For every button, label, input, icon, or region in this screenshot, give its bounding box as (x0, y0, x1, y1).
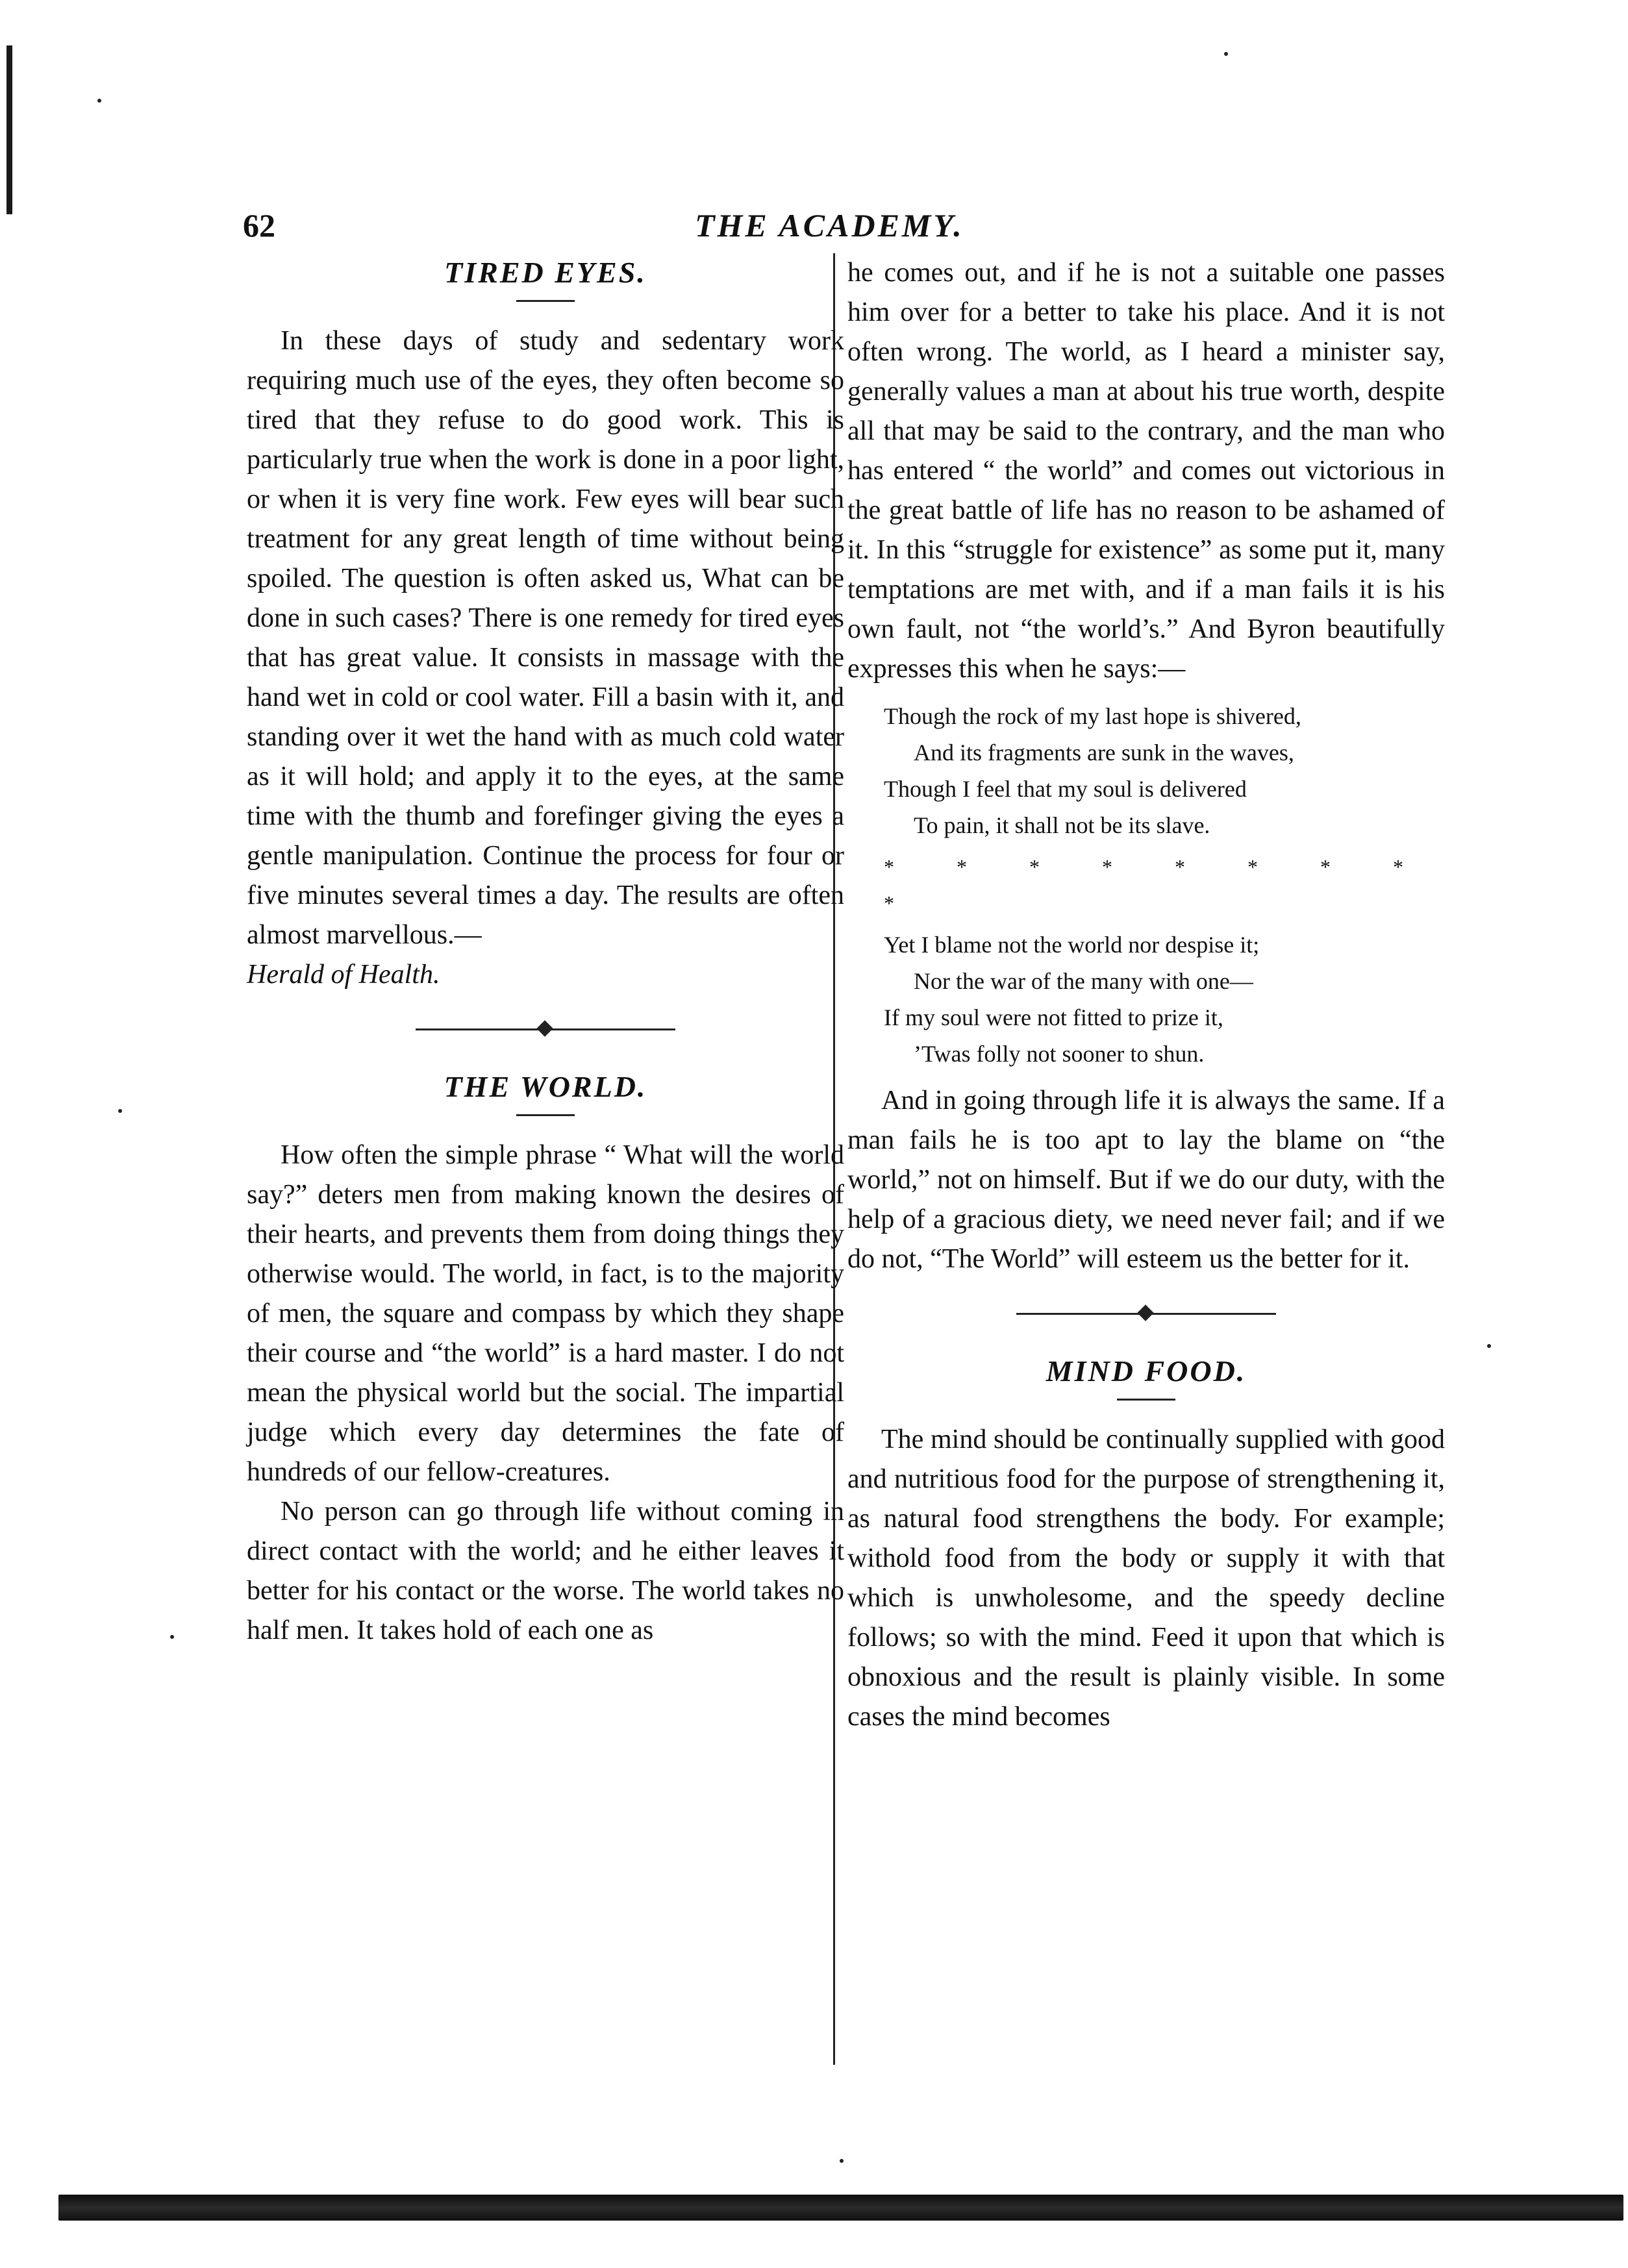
poem-line: Nor the war of the many with one— (914, 968, 1253, 994)
heading-rule (1117, 1399, 1175, 1401)
mind-food-heading: MIND FOOD. (1046, 1354, 1247, 1388)
tired-eyes-heading: TIRED EYES. (444, 256, 647, 289)
byron-poem (884, 698, 1445, 1072)
poem-line: Though the rock of my last hope is shivered, (884, 703, 1301, 729)
the-world-heading: THE WORLD. (444, 1070, 647, 1103)
scan-bottom-edge (58, 2195, 1623, 2221)
scan-speck (97, 99, 101, 103)
tired-eyes-attribution: Herald of Health. (247, 960, 440, 990)
tired-eyes-text: In these days of study and sedentary work requiring much use of the eyes, they often become so tired that they refuse to do good work. This is particularly true when the work is done in a poor light, or when it is very fine work. Few eyes will bear such treatment for any great length of time without being spoiled. The question is often asked us, What can be done in such cases? There is one remedy for tired eyes that has great value. It consists in massage with the hand wet in cold or cool water. Fill a basin with it, and standing over it wet the hand with as much cold water as it will hold; and apply it to the eyes, at the same time with the thumb and forefinger giving the eyes a gentle manipulation. Continue the process for four or five minutes several times a day. The results are often almost marvellous.— (247, 326, 844, 950)
scan-edge-mark (6, 45, 12, 214)
scan-speck (1487, 1344, 1491, 1348)
section-ornament (416, 1019, 675, 1039)
the-world-paragraph-3: And in going through life it is always the same. If a man fails he is too apt to lay the blame on “the world,” not on himself. But if we do our duty, with the help of a gracious diety, we need never fail; and if we do not, “The World” will esteem us the better for it. (847, 1086, 1445, 1274)
section-ornament (1016, 1304, 1276, 1323)
scan-speck (170, 1635, 174, 1639)
right-column (847, 253, 1445, 1737)
mind-food-body: The mind should be continually supplied with good and nutritious food for the purpose of strengthening it, as natural food strengthens the body. For example; withold food from the body or supply it with that which is unwholesome, and the speedy decline follows; so with the mind. Feed it upon that which is obnoxious and the result is plainly visible. In some cases the mind becomes (847, 1425, 1445, 1732)
scan-speck (840, 2159, 844, 2163)
page-number: 62 (243, 207, 275, 243)
scan-speck (1224, 52, 1228, 56)
left-column (247, 253, 844, 1651)
tired-eyes-body (247, 321, 844, 995)
running-head: THE ACADEMY. (695, 207, 964, 243)
poem-line: And its fragments are sunk in the waves, (914, 740, 1294, 766)
poem-line: To pain, it shall not be its slave. (914, 812, 1210, 838)
heading-rule (516, 1114, 575, 1116)
poem-line: ’Twas folly not sooner to shun. (914, 1041, 1205, 1067)
poem-separator-stars: * * * * * * * * * (884, 855, 1432, 915)
the-world-paragraph-2-end: he comes out, and if he is not a suitable one passes him over for a better to take his place. And it is not often wrong. The world, as I heard a minister say, generally values a man at about his true worth, despite all that may be said to the contrary, and the man who has entered “ the world” and comes out victorious in the great battle of life has no reason to be ashamed of it. In this “struggle for existence” as some put it, many temptations are met with, and if a man fails it is his own fault, not “the world’s.” And Byron beautifully expresses this when he says:— (847, 258, 1445, 684)
poem-line: Yet I blame not the world nor despise it; (884, 932, 1260, 958)
heading-rule (516, 300, 575, 302)
scan-speck (118, 1109, 122, 1113)
poem-line: If my soul were not fitted to prize it, (884, 1004, 1223, 1030)
the-world-paragraph-1: How often the simple phrase “ What will the world say?” deters men from making known the desires of their hearts, and prevents them from doing things they otherwise would. The world, in fact, is to the majority of men, the square and compass by which they shape their course and “the world” is a hard master. I do not mean the physical world but the social. The impartial judge which every day determines the fate of hundreds of our fellow-creatures. (247, 1140, 844, 1487)
poem-line: Though I feel that my soul is delivered (884, 776, 1247, 802)
the-world-paragraph-2-start: No person can go through life without coming in direct contact with the world; and he either leaves it better for his contact or the worse. The world takes no half men. It takes hold of each one as (247, 1497, 844, 1645)
